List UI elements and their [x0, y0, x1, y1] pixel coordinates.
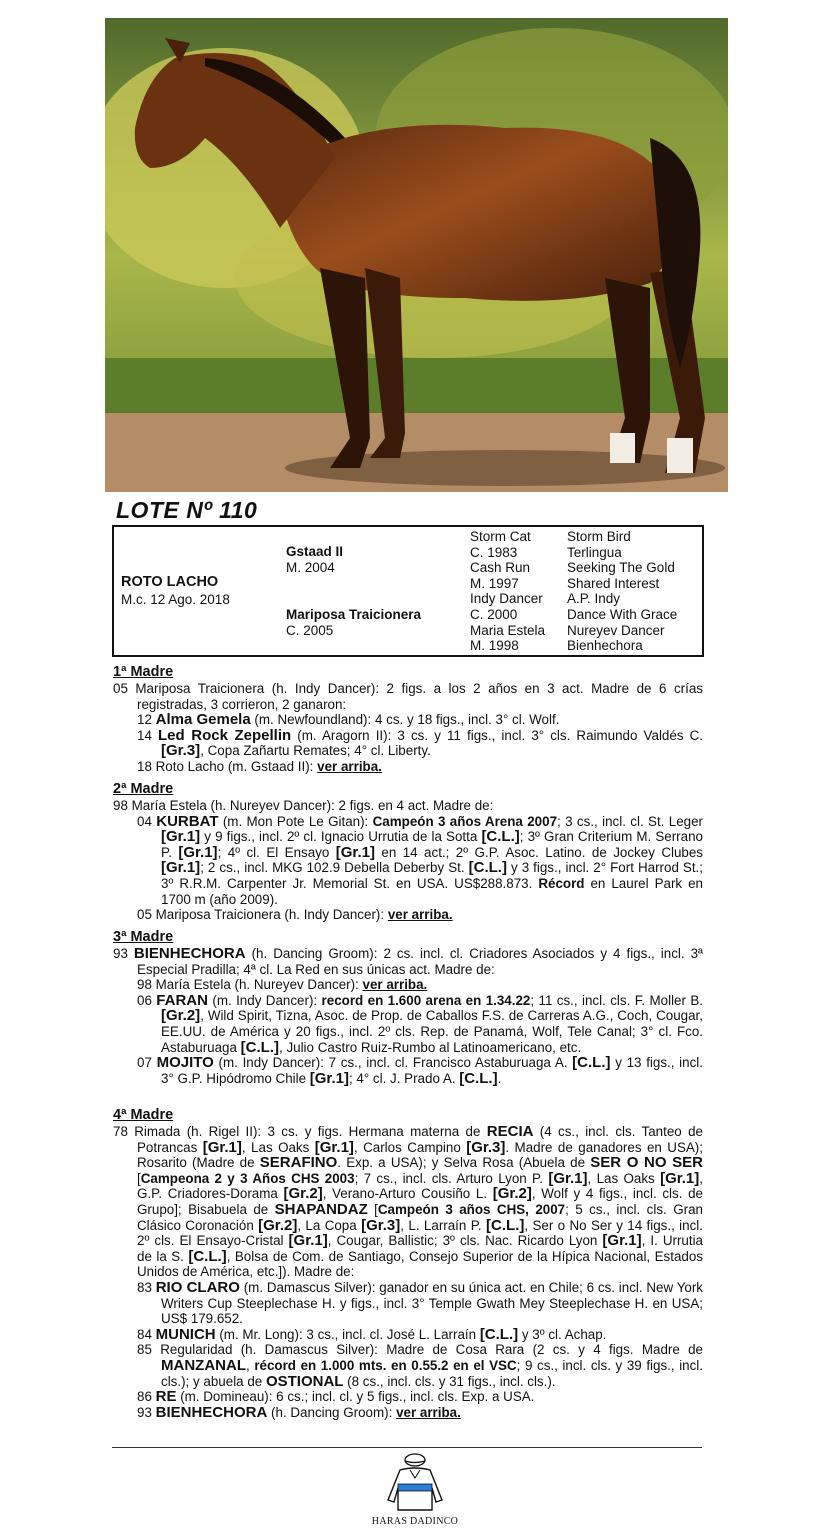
third-dam-section	[113, 929, 703, 1086]
horse-info: M.c. 12 Ago. 2018	[121, 592, 230, 607]
sire-name: Gstaad II	[286, 544, 344, 559]
second-dam-section	[113, 781, 703, 923]
g2-line: M. 1997	[470, 575, 519, 591]
offspring-entry: 93 BIENHECHORA (h. Dancing Groom): ver arriba.	[137, 1403, 461, 1421]
jockey-silks-icon	[380, 1452, 450, 1514]
lote-title: LOTE Nº 110	[116, 497, 258, 523]
g3-line: Storm Bird	[567, 529, 631, 544]
offspring-entry: 14 Led Rock Zepellin (m. Aragorn II): 3 cs. y 11 figs., incl. 3° cls. Raimundo Valdés C. [Gr.3], Copa Zañartu Remates; 4° cl. Liberty.	[137, 726, 704, 760]
g2-line: C. 1983	[470, 544, 518, 560]
dam-entry: 78 Rimada (h. Rigel II): 3 cs. y figs. Hermana materna de RECIA (4 cs., incl. cls. Tanteo de Potrancas [Gr.1], Las Oaks [Gr.1], Carlos Campino [Gr.3]. Madre de ganadores en USA); Rosarito (Madre de SERAFINO. Exp. a USA); y Selva Rosa (Abuela de SER O NO SER [Campeona 2 y 3 Años CHS 2003; 7 cs., incl. cls. Arturo Lyon P. [Gr.1], Las Oaks [Gr.1], G.P. Criadores-Dorama [Gr.2], Verano-Arturo Cousiño L. [Gr.2], Wolf y 4 figs., incl. cls. de Grupo]; Bisabuela de SHAPANDAZ [Campeón 3 años CHS, 2007; 5 cs., incl. cls. Gran Clásico Coronación [Gr.2], La Copa [Gr.3], L. Larraín P. [C.L.], Ser o No Ser y 14 figs., incl. 2º cls. El Ensayo-Cristal [Gr.1], Cougar, Ballistic; 3º cls. Nac. Ricardo Lyon [Gr.1], I. Urrutia de la S. [C.L.], Bolsa de Com. de Santiago, Consejo Superior de la Hípica Nacional, Estados Unidos de América, etc.]). Madre de:	[113, 1123, 704, 1280]
offspring-entry: 84 MUNICH (m. Mr. Long): 3 cs., incl. cl. José L. Larraín [C.L.] y 3º cl. Achap.	[137, 1325, 607, 1343]
g2-line: Indy Dancer	[470, 591, 543, 607]
g3-line: Shared Interest	[567, 575, 660, 591]
horse-photo	[105, 18, 728, 492]
offspring-entry: 86 RE (m. Domineau): 6 cs.; incl. cl. y 5 figs., incl. cls. Exp. a USA.	[137, 1388, 535, 1406]
dam-entry: 93 BIENHECHORA (h. Dancing Groom): 2 cs. incl. cl. Criadores Asociados y 4 figs., incl. 3ª Especial Pradilla; 4ª cl. La Red en sus únicas act. Madre de:	[113, 945, 703, 977]
sire-info: M. 2004	[286, 560, 335, 575]
g2-line: C. 2000	[470, 607, 518, 622]
footer-divider	[112, 1447, 702, 1448]
section-title: 4ª Madre	[113, 1107, 174, 1123]
ver-arriba-link[interactable]: ver arriba.	[362, 977, 428, 993]
offspring-entry: 06 FARAN (m. Indy Dancer): record en 1.600 arena en 1.34.22; 11 cs., incl. cls. F. Moller B. [Gr.2], Wild Spirit, Tizna, Asoc. de Prop. de Caballos F.S. de Carreras A.G., Coch, Cougar, EE.UU. de América y 20 figs., incl. 2º cls. Rep. de Panamá, Wolf, Tele Canal; 3° cl. Fco. Astaburuaga [C.L.], Julio Castro Ruiz-Rumbo al Latinoamericano, etc.	[137, 991, 704, 1056]
pedigree-table	[112, 525, 704, 657]
offspring-entry: 07 MOJITO (m. Indy Dancer): 7 cs., incl. cl. Francisco Astaburuaga A. [C.L.] y 13 figs., incl. 3° G.P. Hipódromo Chile [Gr.1]; 4° cl. J. Prado A. [C.L.].	[137, 1054, 703, 1087]
dam-entry: 05 Mariposa Traicionera (h. Indy Dancer): 2 figs. a los 2 años en 3 act. Madre de 6 crías registradas, 3 corrieron, 2 ganaron:	[113, 681, 703, 712]
horse-name: ROTO LACHO	[121, 574, 219, 590]
g3-line: Seeking The Gold	[567, 560, 675, 576]
g3-line: Nureyev Dancer	[567, 622, 665, 638]
ver-arriba-link[interactable]: ver arriba.	[396, 1404, 461, 1420]
bay-horse-photo-icon	[105, 18, 728, 492]
ver-arriba-link[interactable]: ver arriba.	[317, 758, 382, 774]
offspring-entry: 85 Regularidad (h. Damascus Silver): Madre de Cosa Rara (2 cs. y 4 figs. Madre de MANZANAL, récord en 1.000 mts. en 0.55.2 en el VSC; 9 cs., incl. cls. y 39 figs., incl. cls.); y abuela de OSTIONAL (8 cs., incl. cls. y 31 figs., incl. cls.).	[137, 1342, 704, 1390]
dam-name: Mariposa Traicionera	[286, 607, 422, 622]
haras-name: HARAS DADINCO	[371, 1516, 459, 1527]
offspring-entry: 98 María Estela (h. Nureyev Dancer): ver arriba.	[137, 977, 428, 993]
offspring-entry: 18 Roto Lacho (m. Gstaad II): ver arriba.	[137, 758, 382, 774]
g2-line: M. 1998	[470, 638, 519, 654]
offspring-entry: 05 Mariposa Traicionera (h. Indy Dancer): ver arriba.	[137, 907, 453, 923]
section-title: 1ª Madre	[113, 664, 174, 680]
section-title: 2ª Madre	[113, 781, 174, 797]
offspring-entry: 12 Alma Gemela (m. Newfoundland): 4 cs. y 18 figs., incl. 3° cl. Wolf.	[137, 711, 560, 729]
dam-info: C. 2005	[286, 623, 334, 638]
g2-line: Cash Run	[470, 560, 531, 576]
offspring-entry: 83 RIO CLARO (m. Damascus Silver): ganador en su única act. en Chile; 6 cs. incl. New York Writers Cup Steeplechase H. y figs., incl. 3° Temple Gwath Mey Steeplechase H. en USA; US$ 179.652.	[137, 1278, 703, 1327]
g2-line: Storm Cat	[470, 529, 531, 544]
g2-line: Maria Estela	[470, 622, 546, 638]
g3-line: Terlingua	[567, 544, 622, 560]
g3-line: Dance With Grace	[567, 607, 678, 622]
section-title: 3ª Madre	[113, 929, 174, 945]
g3-line: Bienhechora	[567, 638, 643, 654]
fourth-dam-section	[113, 1107, 703, 1420]
g3-line: A.P. Indy	[567, 591, 621, 607]
ver-arriba-link[interactable]: ver arriba.	[387, 907, 453, 923]
first-dam-section	[113, 664, 703, 775]
dam-entry: 98 María Estela (h. Nureyev Dancer): 2 figs. en 4 act. Madre de:	[113, 798, 494, 813]
offspring-entry: 04 KURBAT (m. Mon Pote Le Gitan): Campeón 3 años Arena 2007; 3 cs., incl. cl. St. Leger [Gr.1] y 9 figs., incl. 2º cl. Ignacio Urrutia de la Sotta [C.L.]; 3º Gran Criterium M. Serrano P. [Gr.1]; 4º cl. El Ensayo [Gr.1] en 14 act.; 2º G.P. Asoc. Latino. de Jockey Clubes [Gr.1]; 2 cs., incl. MKG 102.9 Debella Deberby St. [C.L.] y 3 figs., incl. 2° Fort Harrod St.; 3º R.R.M. Carpenter Jr. Memorial St. en USA. US$288.873. Récord en Laurel Park en 1700 m (año 2009).	[137, 812, 704, 907]
